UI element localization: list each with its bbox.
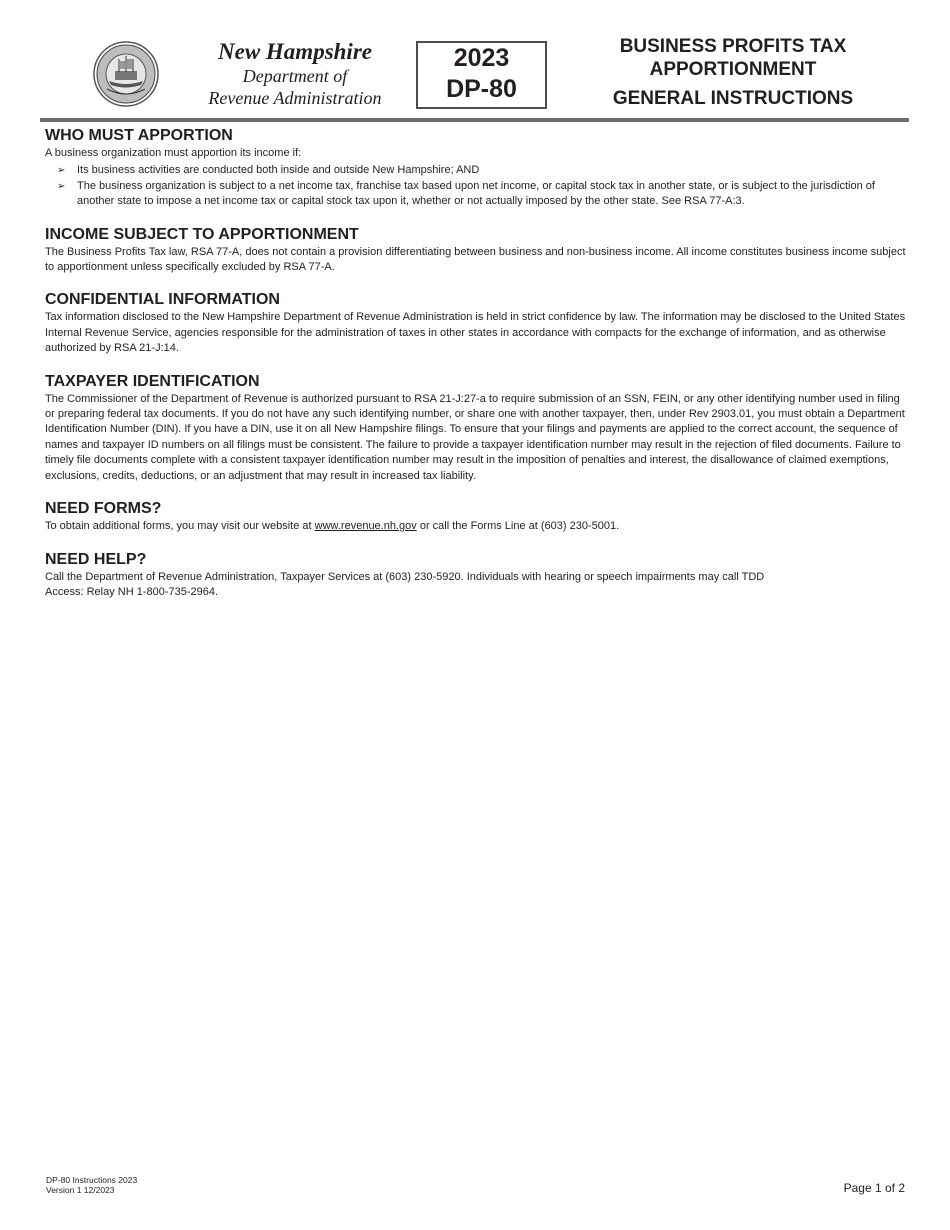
section-body: The Commissioner of the Department of Revenue is authorized pursuant to RSA 21-J:27-a to require submission of an SSN, FEIN, or any other identifying number used in filing or preparing federal tax documents. If you do not have any such identifying number, or share one with another taxpayer, then, under Rev 2903.01, you must obtain a Department Identification Number (DIN). If you have a DIN, use it on all New Hampshire filings. To ensure that your filings and payments are applied to the correct account, the sequence of names and taxpayer ID numbers on all filings must be consistent. The failure to provide a taxpayer identification number may result in the rejection of filed documents. Failure to timely file documents complete with a consistent taxpayer identification number may result in the imposition of penalties and interest, the disallowance of claimed exemptions, exclusions, credits, deductions, or an adjustment that may result in increased tax liability. bbox=[45, 392, 905, 482]
forms-text-pre: To obtain additional forms, you may visit our website at bbox=[45, 520, 315, 533]
form-number: DP-80 bbox=[446, 75, 517, 103]
footer-version: Version 1 12/2023 bbox=[46, 1185, 115, 1195]
section-body: The Business Profits Tax law, RSA 77-A, does not contain a provision differentiating between business and non-business income. All income constitutes business income subject to apportionment unless specifically excluded by RSA 77-A. bbox=[45, 245, 906, 274]
heading-line-1: BUSINESS PROFITS TAX bbox=[619, 36, 847, 57]
section-title: NEED HELP? bbox=[45, 550, 147, 568]
section-title: CONFIDENTIAL INFORMATION bbox=[45, 291, 280, 309]
section-body-line-2: Access: Relay NH 1-800-735-2964. bbox=[45, 585, 219, 598]
state-seal-icon bbox=[93, 41, 159, 107]
document-heading bbox=[585, 35, 881, 110]
section-taxpayer-id bbox=[45, 372, 907, 484]
footer-doc-name: DP-80 Instructions 2023 bbox=[46, 1175, 138, 1185]
section-title: TAXPAYER IDENTIFICATION bbox=[45, 372, 260, 390]
agency-name bbox=[180, 38, 410, 109]
bullet-list bbox=[45, 163, 907, 209]
heading-line-3: GENERAL INSTRUCTIONS bbox=[612, 88, 854, 109]
list-item-text: Its business activities are conducted both inside and outside New Hampshire; AND bbox=[77, 164, 480, 177]
form-id-box bbox=[416, 41, 547, 109]
section-income-subject bbox=[45, 225, 907, 276]
website-link[interactable]: www.revenue.nh.gov bbox=[314, 520, 417, 533]
forms-text-post: or call the Forms Line at (603) 230-5001. bbox=[416, 520, 620, 533]
section-title: WHO MUST APPORTION bbox=[45, 127, 233, 144]
footer-doc-info bbox=[46, 1175, 137, 1195]
form-year: 2023 bbox=[453, 44, 510, 72]
state-name: New Hampshire bbox=[218, 39, 372, 64]
instructions-body bbox=[45, 126, 907, 615]
department-line-1: Department of bbox=[242, 66, 348, 86]
section-title: NEED FORMS? bbox=[45, 500, 162, 518]
list-item-text: The business organization is subject to a net income tax, franchise tax based upon net income, or capital stock tax in another state, or is subject to the jurisdiction of another state to impose a net income tax or capital stock tax upon it, whether or not actually imposed by the other state. See RSA 77-A:3. bbox=[77, 179, 875, 208]
section-body: Tax information disclosed to the New Hampshire Department of Revenue Administration is held in strict confidence by law. The information may be disclosed to the United States Internal Revenue Service, agencies responsible for the administration of taxes in other states in accordance with compacts for the exchange of information, and as otherwise authorized by RSA 21-J:14. bbox=[45, 311, 906, 355]
page-number: Page 1 of 2 bbox=[843, 1181, 905, 1195]
header-divider bbox=[40, 118, 909, 122]
section-body bbox=[45, 519, 907, 534]
heading-line-2: APPORTIONMENT bbox=[649, 59, 817, 80]
section-who-must-apportion bbox=[45, 126, 907, 210]
section-confidential bbox=[45, 290, 907, 356]
section-need-help bbox=[45, 550, 907, 601]
section-title: INCOME SUBJECT TO APPORTIONMENT bbox=[45, 225, 359, 243]
section-need-forms bbox=[45, 499, 907, 534]
list-item bbox=[45, 179, 907, 210]
department-line-2: Revenue Administration bbox=[208, 88, 382, 108]
arrow-bullet-icon: ➢ bbox=[57, 180, 66, 192]
arrow-bullet-icon: ➢ bbox=[57, 165, 66, 177]
section-intro: A business organization must apportion its income if: bbox=[45, 147, 302, 159]
list-item bbox=[45, 163, 907, 178]
section-body-line-1: Call the Department of Revenue Administration, Taxpayer Services at (603) 230-5920. Individuals with hearing or speech impairments may call TDD bbox=[45, 570, 765, 583]
